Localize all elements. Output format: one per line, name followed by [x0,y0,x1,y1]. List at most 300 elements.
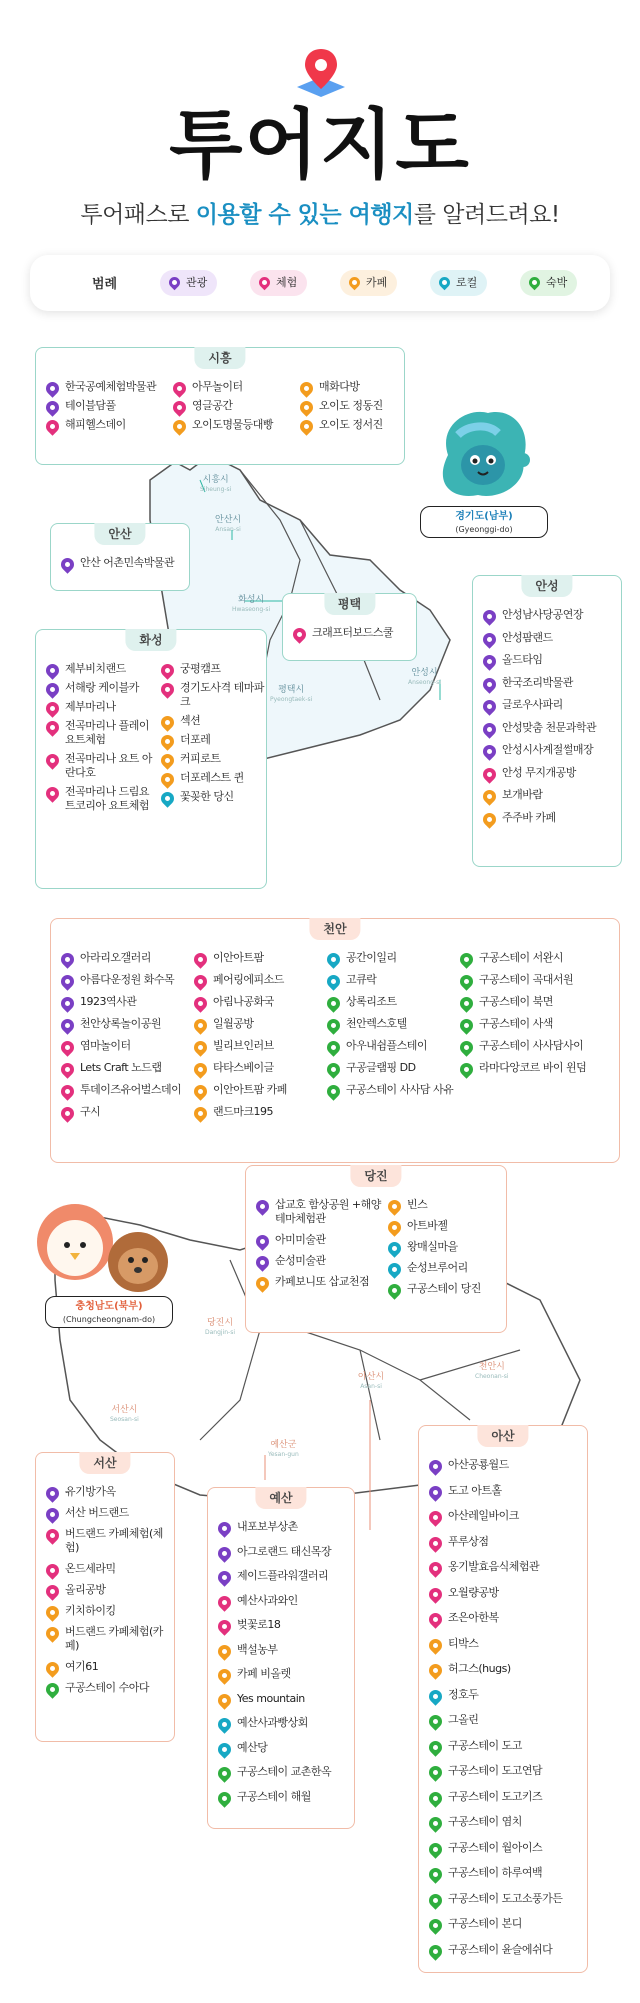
cafe-pin-icon [43,1624,61,1642]
legend-item-cafe: 카페 [340,270,397,296]
place-item [46,1660,98,1674]
stay-pin-icon [426,1712,444,1730]
region-seosan [35,1452,175,1742]
stay-pin-icon [215,1789,233,1807]
place-name: 섹션 [180,714,201,727]
place-item [483,743,593,757]
place-name: 구공스테이 도고소풍가든 [448,1891,563,1905]
exp-pin-icon [170,379,188,397]
cafe-pin-icon [297,398,315,416]
place-name: 보개바람 [502,788,543,801]
region-cheonan [50,918,620,1163]
place-name: 안산 어촌민속박물관 [80,556,175,569]
cafe-pin-icon [191,1082,209,1100]
gyeonggi-mascot-image [428,405,538,505]
place-name: 아름다운정원 화수목 [80,973,175,986]
place-item [61,995,136,1009]
cafe-pin-icon [253,1274,271,1292]
exp-pin-icon [158,680,176,698]
place-name: 제부비치랜드 [65,662,126,675]
region-pyeongtaek [282,593,417,661]
exp-pin-icon [43,718,61,736]
subtitle-suffix: 를 알려드려요! [413,202,560,228]
experience-pin-icon [257,275,273,291]
legend-item-exp: 체험 [250,270,307,296]
exp-pin-icon [43,1561,61,1579]
place-name: 빈스 [407,1198,428,1211]
place-item [46,418,126,432]
exp-pin-icon [43,1582,61,1600]
place-item [460,1017,553,1031]
place-name: 안성 무지개공방 [502,765,576,779]
place-item [46,785,155,813]
stay-pin-icon [324,1082,342,1100]
place-name: 전곡마리나 플레이요트체험 [65,719,150,746]
place-name: 구공스테이 도고연담 [448,1764,543,1777]
place-item [429,1509,519,1523]
cafe-pin-icon [43,1603,61,1621]
exp-pin-icon [43,417,61,435]
place-name: 상록리조트 [346,995,397,1008]
map-label-hwaseong: 화성시 Hwaseong-si [232,595,271,613]
place-name: 크래프터보드스쿨 [312,626,394,639]
tour-pin-icon [58,950,76,968]
place-name: 투데이즈유어벌스데이 [80,1083,182,1096]
place-item [483,608,583,622]
place-name: 삽교호 함상공원 +해양테마체험관 [275,1198,381,1225]
place-item [388,1219,448,1233]
place-item [460,995,553,1009]
place-item [483,811,556,825]
place-item [256,1254,326,1268]
legend-item-stay: 숙박 [520,270,577,296]
place-name: 경기도사격 테마파크 [180,681,265,708]
local-pin-icon [437,275,453,291]
region-title: 시흥 [194,347,245,369]
place-item [327,1017,407,1031]
place-item [173,418,273,432]
stay-pin-icon [527,275,543,291]
stay-pin-icon [324,1038,342,1056]
place-item [429,1611,499,1625]
place-item [61,951,151,965]
tour-pin-icon [58,972,76,990]
exp-pin-icon [170,398,188,416]
map-label-cheonan: 천안시 Cheonan-si [475,1362,509,1380]
stay-pin-icon [457,950,475,968]
legend-box [30,255,610,311]
exp-pin-icon [58,1082,76,1100]
place-item [61,973,174,987]
exp-pin-icon [426,1534,444,1552]
place-item [218,1692,305,1706]
tour-pin-icon [43,661,61,679]
tour-pin-icon [480,652,498,670]
stay-pin-icon [457,994,475,1012]
place-name: 영글공간 [192,399,233,412]
place-name: 랜드마크195 [213,1105,273,1118]
place-name: 카페 비올렛 [237,1667,291,1680]
place-name: 도고 아트홀 [448,1483,502,1497]
place-name: 라마다앙코르 바이 윈덤 [479,1061,587,1074]
place-name: 공간이일리 [346,951,397,964]
tour-pin-icon [215,1568,233,1586]
cafe-pin-icon [191,1060,209,1078]
tour-pin-icon [43,398,61,416]
place-name: 푸루상점 [448,1534,489,1548]
place-name: 구공스테이 수아다 [65,1681,150,1694]
exp-pin-icon [58,1060,76,1078]
region-title: 천안 [309,918,360,940]
place-name: 이안아트팜 [213,951,264,964]
place-name: 아산레일바이크 [448,1509,519,1522]
place-item [194,1105,273,1119]
place-item [429,1586,499,1600]
place-item [46,1625,165,1653]
place-item [194,1083,287,1097]
cafe-pin-icon [385,1218,403,1236]
place-item [61,1061,162,1075]
stay-pin-icon [43,1680,61,1698]
stay-pin-icon [426,1738,444,1756]
tour-pin-icon [253,1197,271,1215]
place-item [300,380,360,394]
place-item [46,752,155,780]
local-pin-icon [426,1687,444,1705]
place-item [61,1017,161,1031]
legend-item-local: 로컬 [430,270,487,296]
place-item [327,1061,416,1075]
place-item [218,1545,331,1559]
place-name: 정호두 [448,1687,479,1701]
region-siheung [35,347,405,465]
place-name: 구공글램핑 DD [346,1061,416,1074]
cafe-pin-icon [480,810,498,828]
place-name: 여기61 [65,1660,99,1673]
tour-pin-icon [43,379,61,397]
stay-pin-icon [215,1764,233,1782]
tour-pin-icon [215,1544,233,1562]
place-item [460,1039,583,1053]
place-name: 고큐락 [346,973,377,986]
region-title: 안성 [521,575,572,597]
exp-pin-icon [215,1593,233,1611]
legend-title: 범례 [92,277,118,292]
exp-pin-icon [58,1104,76,1122]
place-item [161,733,210,747]
cafe-pin-icon [215,1642,233,1660]
region-dangjin [245,1165,507,1333]
tour-pin-icon [167,275,183,291]
place-name: 안성팜랜드 [502,630,553,644]
exp-pin-icon [58,1038,76,1056]
place-name: 해피헬스데이 [65,418,126,431]
legend-items [130,263,610,303]
tour-pin-icon [253,1253,271,1271]
place-item [429,1688,478,1702]
chungnam-mascot-image [30,1200,180,1300]
tour-pin-icon [58,1016,76,1034]
place-item [46,1681,149,1695]
place-item [388,1240,458,1254]
place-item [483,653,543,667]
place-item [388,1198,427,1212]
place-item [218,1569,328,1583]
exp-pin-icon [43,1526,61,1544]
place-name: 제부마리나 [65,700,116,713]
place-item [293,626,393,640]
place-item [460,951,563,965]
place-name: 벚꽃로18 [237,1618,281,1631]
place-name: 예산당 [237,1740,268,1754]
map-label-anseong: 안성시 Anseong-si [408,668,441,686]
place-item [46,681,139,695]
place-item [218,1790,311,1804]
place-name: 구공스테이 도고 [448,1738,522,1752]
place-name: 1923역사관 [80,995,137,1008]
place-item [429,1535,489,1549]
tour-pin-icon [480,607,498,625]
place-item [429,1739,522,1753]
region-title: 예산 [255,1487,306,1509]
place-item [327,1039,427,1053]
tour-pin-icon [426,1457,444,1475]
page-title: 투어지도 [169,100,471,189]
place-item [194,1039,274,1053]
place-name: 내포보부상촌 [237,1520,298,1533]
place-item [161,790,234,804]
tour-pin-icon [480,742,498,760]
place-item [429,1815,522,1829]
local-pin-icon [385,1239,403,1257]
place-item [327,973,376,987]
place-item [218,1618,280,1632]
cafe-pin-icon [215,1691,233,1709]
place-name: 구공스테이 해월 [237,1789,311,1803]
region-title: 평택 [324,593,375,615]
place-name: 구공스테이 염치 [448,1815,522,1828]
region-yesan [207,1487,355,1829]
place-item [61,1039,131,1053]
map-label-seosan: 서산시 Seosan-si [110,1405,139,1423]
place-name: 구공스테이 사사담 사유 [346,1083,454,1096]
place-name: 구공스테이 월아이스 [448,1840,543,1854]
place-item [46,1604,116,1618]
place-item [218,1667,291,1681]
place-name: 왕매실마을 [407,1240,458,1253]
place-name: 아산공룡월드 [448,1458,509,1471]
region-title: 서산 [79,1452,130,1474]
place-name: 꽃꽂한 당신 [180,790,234,803]
tour-pin-icon [253,1232,271,1250]
place-name: 아무놀이터 [192,380,243,393]
local-pin-icon [324,950,342,968]
exp-pin-icon [158,661,176,679]
exp-pin-icon [215,1617,233,1635]
local-pin-icon [215,1740,233,1758]
place-item [429,1892,562,1906]
place-item [46,662,126,676]
place-item [429,1764,542,1778]
place-name: 예산사과와인 [237,1593,298,1607]
place-name: 구시 [80,1105,101,1118]
cafe-pin-icon [426,1636,444,1654]
cafe-pin-icon [158,713,176,731]
place-name: 카페보니또 삽교천점 [275,1275,370,1288]
place-item [388,1282,481,1296]
place-name: 이안아트팜 카페 [213,1083,287,1096]
tour-pin-icon [480,697,498,715]
subtitle-highlight: 이용할 수 있는 여행지 [195,202,414,228]
cafe-pin-icon [426,1661,444,1679]
place-name: 키치하이킹 [65,1604,116,1617]
place-name: 구공스테이 교촌한옥 [237,1765,332,1778]
place-item [429,1637,478,1651]
place-item [483,766,576,780]
place-name: 구공스테이 곡대서원 [479,973,574,986]
tour-pin-icon [43,1484,61,1502]
place-item [218,1594,298,1608]
region-title: 아산 [477,1425,528,1447]
map-label-asan: 아산시 Asan-si [358,1372,385,1390]
region-asan [418,1425,588,1973]
region-anseong [472,575,622,867]
place-item [161,662,221,676]
cafe-pin-icon [347,275,363,291]
cafe-pin-icon [480,787,498,805]
place-name: 안성시사계절썰매장 [502,743,594,756]
place-name: 구공스테이 서완시 [479,951,564,964]
legend-item-tour: 관광 [160,270,217,296]
place-name: 더포레스트 퀸 [180,771,244,784]
place-name: 한국조리박물관 [502,675,573,689]
place-item [161,771,244,785]
place-item [483,631,553,645]
place-item [194,995,274,1009]
cafe-pin-icon [191,1038,209,1056]
stay-pin-icon [457,1038,475,1056]
place-item [161,714,200,728]
cafe-pin-icon [191,1016,209,1034]
place-name: 올리공방 [65,1583,106,1596]
place-name: 오이도명물등대빵 [192,418,274,431]
place-item [194,951,264,965]
place-item [46,1506,129,1520]
region-ansan [50,523,190,591]
place-name: 한국공예체험박물관 [65,380,157,393]
place-item [61,1083,181,1097]
place-item [61,1105,100,1119]
map-label-siheung: 시흥시 Siheung-si [200,475,232,493]
place-item [429,1790,542,1804]
place-name: 아림나공화국 [213,995,274,1008]
region-hwaseong [35,629,267,889]
place-name: 조은아한복 [448,1611,499,1624]
cafe-pin-icon [158,732,176,750]
place-name: 버드랜드 카페체험(체험) [65,1527,163,1554]
place-name: 유기방가옥 [65,1485,116,1498]
stay-pin-icon [426,1840,444,1858]
place-name: 타타스베이글 [213,1061,274,1074]
stay-pin-icon [457,1016,475,1034]
stay-pin-icon [426,1942,444,1960]
place-name: Lets Craft 노드랩 [80,1061,162,1074]
place-name: 그올린 [448,1713,479,1726]
place-item [46,719,155,747]
exp-pin-icon [480,765,498,783]
place-name: 테이블담풀 [65,399,116,412]
place-name: 구공스테이 북면 [479,995,553,1008]
place-item [46,1562,116,1576]
tour-pin-icon [426,1483,444,1501]
tour-pin-icon [480,675,498,693]
page-subtitle [0,196,640,229]
local-pin-icon [385,1260,403,1278]
place-name: 안성맞춤 천문과학관 [502,720,597,734]
place-name: 아그로랜드 태신목장 [237,1544,332,1558]
place-item [429,1917,522,1931]
place-item [300,399,383,413]
cafe-pin-icon [297,379,315,397]
place-item [194,973,284,987]
place-item [429,1458,509,1472]
place-name: 버드랜드 카페체험(카페) [65,1625,163,1652]
place-name: 페어링에피소드 [213,973,284,986]
place-item [161,752,221,766]
place-item [327,995,397,1009]
exp-pin-icon [43,751,61,769]
place-name: 예산사과빵상회 [237,1716,308,1729]
place-item [46,1583,106,1597]
place-item [194,1017,254,1031]
place-item [429,1943,552,1957]
place-name: 일월공방 [213,1017,254,1030]
exp-pin-icon [43,784,61,802]
tour-pin-icon [215,1519,233,1537]
map-label-yesan: 예산군 Yesan-gun [268,1440,299,1458]
place-item [218,1520,298,1534]
place-name: 천안렉스호텔 [346,1017,407,1030]
place-item [388,1261,468,1275]
stay-pin-icon [324,1060,342,1078]
place-name: 구공스테이 도고키즈 [448,1789,543,1803]
place-item [218,1765,331,1779]
stay-pin-icon [426,1891,444,1909]
place-item [327,1083,453,1097]
exp-pin-icon [426,1585,444,1603]
place-item [46,1485,116,1499]
exp-pin-icon [426,1559,444,1577]
map-label-pyeongtaek: 평택시 Pyeongtaek-si [270,685,313,703]
stay-pin-icon [324,1016,342,1034]
place-name: 구공스테이 본디 [448,1917,522,1930]
cafe-pin-icon [43,1659,61,1677]
region-title: 안산 [94,523,145,545]
region-title: 당진 [350,1165,401,1187]
stay-pin-icon [457,972,475,990]
place-name: 안성남사당공연장 [502,608,584,621]
tour-pin-icon [480,630,498,648]
place-item [429,1713,478,1727]
tour-pin-icon [43,1505,61,1523]
subtitle-prefix: 투어패스로 [80,202,196,228]
local-pin-icon [158,789,176,807]
place-name: 순성미술관 [275,1254,326,1267]
cafe-pin-icon [297,417,315,435]
exp-pin-icon [426,1610,444,1628]
gyeonggi-label: 경기도(남부) (Gyeonggi-do) [420,506,548,538]
place-item [300,418,383,432]
